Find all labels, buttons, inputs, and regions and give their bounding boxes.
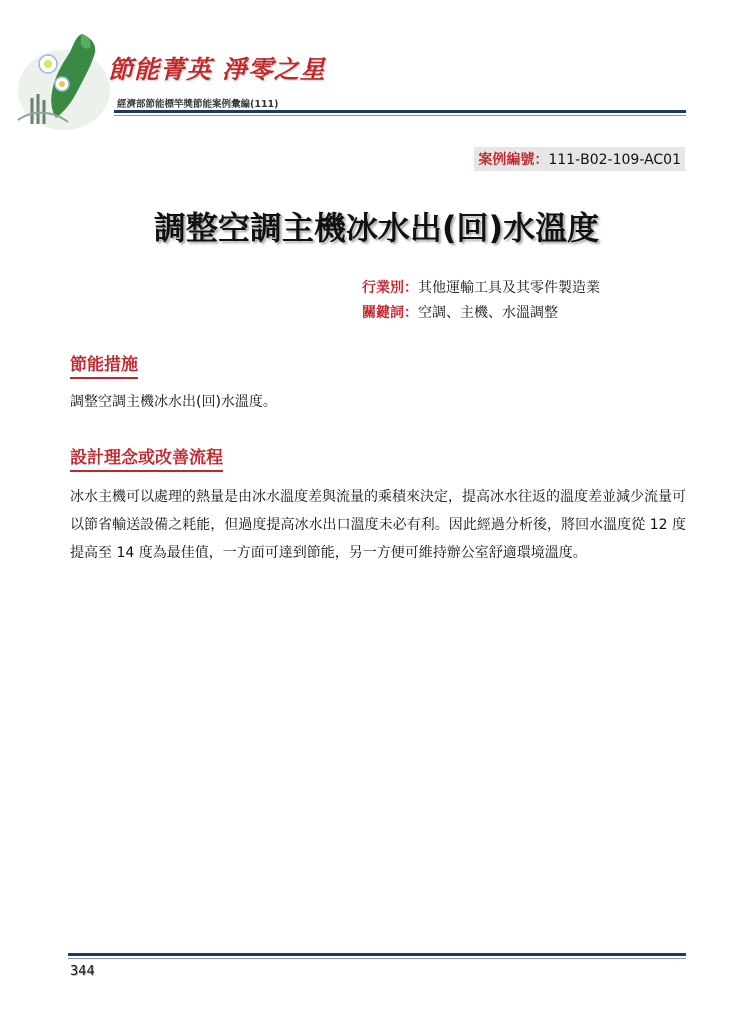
industry-value: 其他運輸工具及其零件製造業 [418,280,600,296]
header-divider [114,110,686,113]
section-heading-measures: 節能措施 [70,350,138,379]
footer-divider [68,953,686,956]
case-number-value: 111-B02-109-AC01 [548,152,681,168]
taiwan-globe-logo-icon [12,28,122,133]
section-body-measures: 調整空調主機冰水出(回)水溫度。 [70,394,277,410]
keywords-value: 空調、主機、水溫調整 [418,305,558,321]
keywords-label: 關鍵詞： [362,305,418,321]
industry-label: 行業別： [362,280,418,296]
industry-line [362,277,600,297]
case-number-badge [474,147,685,171]
keywords-line [362,302,558,322]
case-number-label: 案例編號： [478,152,549,168]
page-header [0,0,753,135]
logo-title: 節能菁英 淨零之星 [108,55,326,84]
logo-subtitle: 經濟部節能標竿獎節能案例彙編(111) [117,99,279,110]
page-title: 調整空調主機冰水出(回)水溫度 [153,209,600,247]
header-divider-thin [114,115,686,116]
section-body-design: 冰水主機可以處理的熱量是由冰水溫度差與流量的乘積來決定，提高冰水往返的溫度差並減少流量可以節省輸送設備之耗能，但過度提高冰水出口溫度未必有利。因此經過分析後，將回水溫度從 12 度提高至 14 度為最佳值，一方面可達到節能，另一方便可維持辦公室舒適環境溫度。 [70,489,686,561]
page-number: 344 [70,964,95,979]
footer-divider-thin [68,958,686,959]
section-heading-design: 設計理念或改善流程 [70,443,223,472]
